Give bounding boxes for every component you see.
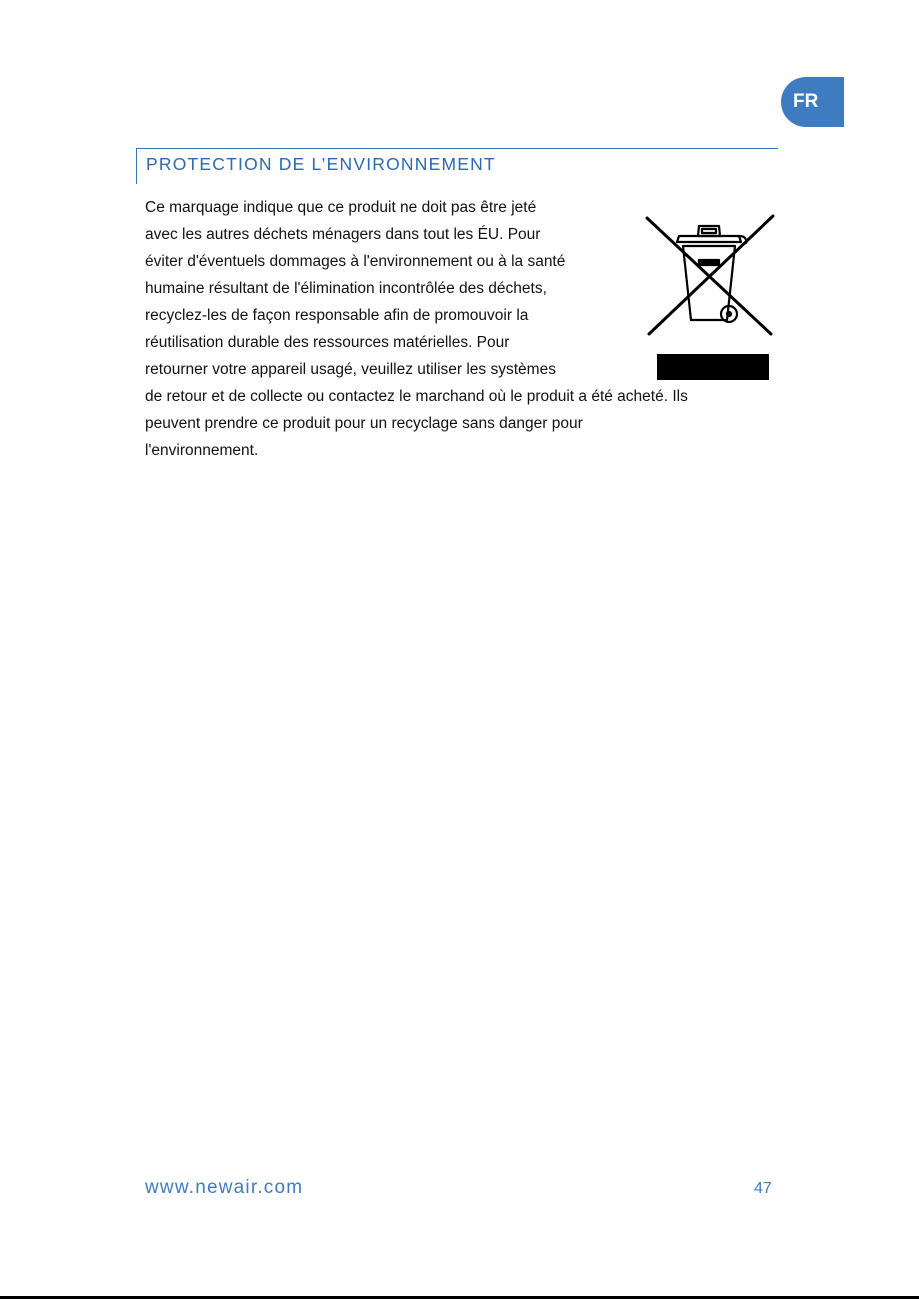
footer-url: www.newair.com [145, 1177, 304, 1198]
body-line: avec les autres déchets ménagers dans tout les ÉU. Pour [145, 226, 541, 243]
language-tab: FR [781, 77, 844, 127]
section-header [136, 148, 778, 184]
body-line: de retour et de collecte ou contactez le marchand où le produit a été acheté. Ils [145, 388, 688, 405]
body-line: l'environnement. [145, 442, 259, 459]
body-line: retourner votre appareil usagé, veuillez utiliser les systèmes [145, 361, 556, 378]
body-line: recyclez-les de façon responsable afin de promouvoir la [145, 307, 529, 324]
body-line: humaine résultant de l'élimination incontrôlée des déchets, [145, 280, 547, 297]
body-line: éviter d'éventuels dommages à l'environnement ou à la santé [145, 253, 566, 270]
crossed-out-wheelie-bin-icon [643, 212, 777, 384]
body-line: peuvent prendre ce produit pour un recyclage sans danger pour [145, 415, 583, 432]
body-line: réutilisation durable des ressources matérielles. Pour [145, 334, 510, 351]
body-line: Ce marquage indique que ce produit ne doit pas être jeté [145, 199, 537, 216]
page-number: 47 [754, 1180, 772, 1197]
body-text [145, 194, 688, 464]
section-title: PROTECTION DE L’ENVIRONNEMENT [146, 154, 496, 174]
